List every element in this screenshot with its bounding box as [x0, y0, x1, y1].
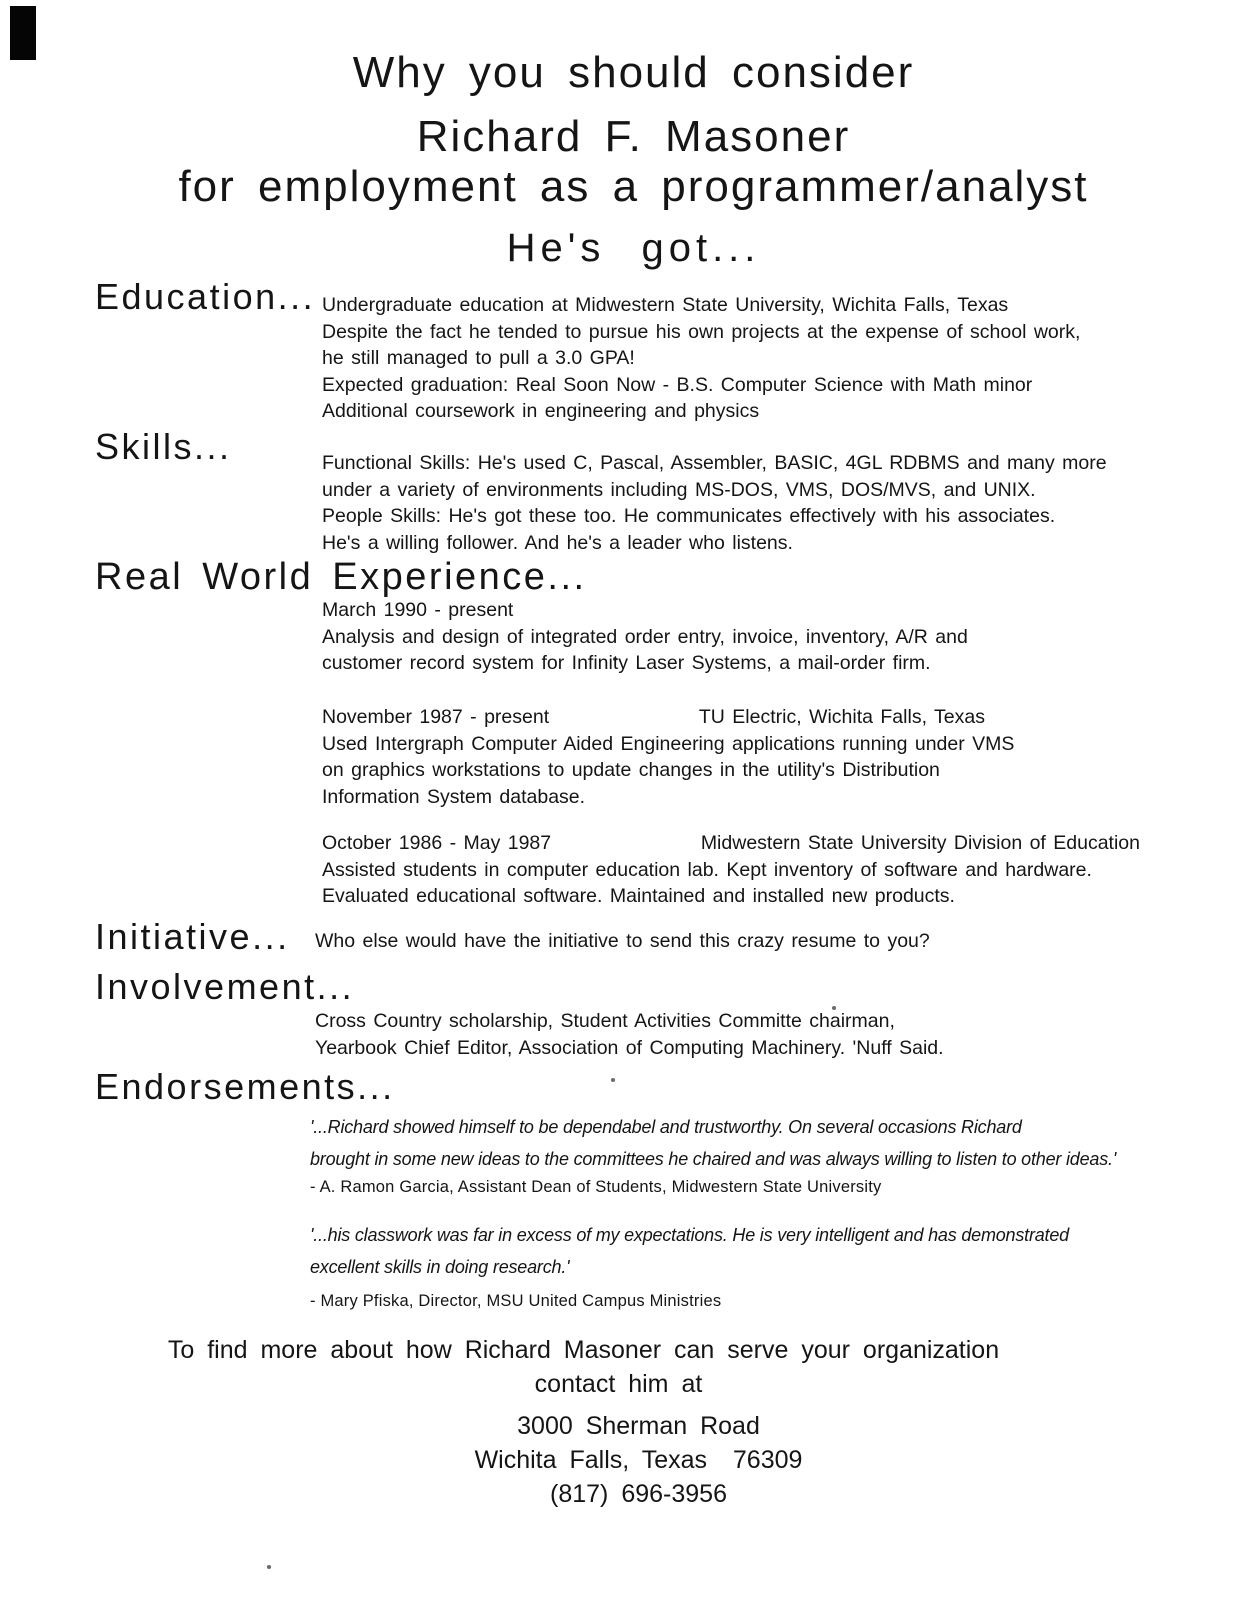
job-line: Evaluated educational software. Maintained and installed new products.: [322, 885, 955, 907]
contact-intro-2: contact him at: [534, 1370, 703, 1398]
contact-intro: To find more about how Richard Masoner can serve your organization: [167, 1336, 1000, 1364]
job-line: Information System database.: [322, 785, 586, 808]
scan-speck: [611, 1078, 615, 1082]
job-company: TU Electric, Wichita Falls, Texas: [698, 706, 985, 728]
contact-city: Wichita Falls, Texas 76309: [474, 1446, 803, 1474]
involvement-body: [315, 1008, 944, 1061]
contact-phone: (817) 696-3956: [550, 1480, 727, 1508]
job-line: Used Intergraph Computer Aided Engineering applications running under VMS: [322, 732, 1015, 755]
endorsement-quote: [310, 1112, 1116, 1197]
involvement-line: Yearbook Chief Editor, Association of Computing Machinery. 'Nuff Said.: [315, 1036, 944, 1059]
skills-line: People Skills: He's got these too. He communicates effectively with his associates.: [322, 505, 1056, 527]
title-line-2: Richard F. Masoner: [416, 112, 851, 161]
education-line: Additional coursework in engineering and physics: [322, 400, 760, 422]
quote-attribution: - Mary Pfiska, Director, MSU United Campus Ministries: [310, 1292, 722, 1310]
job-dates: March 1990 - present: [322, 599, 514, 621]
job-line: Assisted students in computer education lab. Kept inventory of software and hardware.: [322, 858, 1092, 881]
heading-involvement: Involvement...: [95, 966, 355, 1007]
title-line-3: for employment as a programmer/analyst: [178, 162, 1089, 211]
quote-text: brought in some new ideas to the committees he chaired and was always willing to listen to other ideas.': [310, 1148, 1117, 1169]
education-line: Expected graduation: Real Soon Now - B.S. Computer Science with Math minor: [322, 373, 1033, 396]
job-line: on graphics workstations to update changes in the utility's Distribution: [322, 759, 940, 781]
heading-education: Education...: [95, 276, 316, 317]
heading-skills: Skills...: [95, 426, 232, 467]
education-line: he still managed to pull a 3.0 GPA!: [322, 347, 635, 369]
skills-line: under a variety of environments including MS-DOS, VMS, DOS/MVS, and UNIX.: [322, 478, 1036, 501]
job-entry: [322, 704, 1014, 810]
scan-speck: [267, 1565, 271, 1569]
initiative-line: Who else would have the initiative to send this crazy resume to you?: [315, 930, 930, 952]
job-line: customer record system for Infinity Laser Systems, a mail-order firm.: [322, 652, 931, 674]
involvement-line: Cross Country scholarship, Student Activities Committe chairman,: [315, 1010, 895, 1032]
job-entry: [322, 830, 1140, 910]
skills-line: Functional Skills: He's used C, Pascal, Assembler, BASIC, 4GL RDBMS and many more: [322, 452, 1107, 474]
education-line: Undergraduate education at Midwestern State University, Wichita Falls, Texas: [322, 294, 1009, 316]
contact-street: 3000 Sherman Road: [517, 1412, 760, 1440]
quote-text: '...his classwork was far in excess of my expectations. He is very intelligent and has demonstrated: [310, 1225, 1069, 1245]
endorsement-quote: [310, 1220, 1069, 1311]
heading-initiative: Initiative...: [95, 916, 290, 957]
job-dates: November 1987 - present: [322, 706, 550, 728]
education-body: [322, 292, 1080, 425]
quote-text: '...Richard showed himself to be dependabel and trustworthy. On several occasions Richard: [310, 1117, 1022, 1137]
job-entry: [322, 597, 968, 677]
heading-endorsements: Endorsements...: [95, 1066, 395, 1107]
quote-attribution: - A. Ramon Garcia, Assistant Dean of Students, Midwestern State University: [310, 1178, 882, 1196]
job-line: Analysis and design of integrated order entry, invoice, inventory, A/R and: [322, 625, 968, 648]
skills-body: [322, 450, 1107, 556]
job-company: Midwestern State University Division of Education: [700, 832, 1140, 854]
initiative-body: [315, 928, 930, 955]
heading-experience: Real World Experience...: [95, 556, 587, 598]
tagline: He's got...: [506, 226, 761, 270]
education-line: Despite the fact he tended to pursue his own projects at the expense of school work,: [322, 320, 1081, 343]
title-line-1: Why you should consider: [352, 48, 915, 97]
skills-line: He's a willing follower. And he's a leader who listens.: [322, 531, 793, 554]
job-dates: October 1986 - May 1987: [322, 832, 552, 854]
quote-text: excellent skills in doing research.': [310, 1256, 570, 1277]
